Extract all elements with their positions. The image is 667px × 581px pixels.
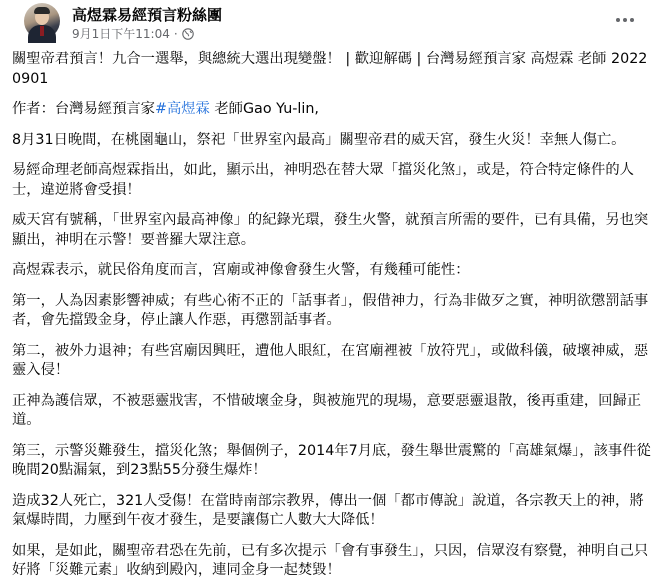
post-timestamp[interactable]: 9月1日下午11:04 (72, 27, 170, 41)
paragraph-8: 第三，示警災難發生，擋災化煞；舉個例子，2014年7月底，發生舉世震驚的「高雄氣爆」，該事件從晚間20點漏氣，到23點55分發生爆炸！ (12, 442, 651, 478)
paragraph-5: 第一，人為因素影響神威；有些心術不正的「話事者」，假借神力，行為非做歹之實，神明欲懲罰話事者，會先擋毀金身，停止讓人作惡，再懲罰話事者。 (12, 292, 649, 328)
post-title-paragraph: 關聖帝君預言！九合一選舉，與總統大選出現變盤！ | 歡迎解碼 | 台灣易經預言家 高煜霖 老師 20220901 (12, 51, 648, 87)
paragraph-6: 第二，被外力退神；有些宮廟因興旺，遭他人眼紅，在宮廟裡被「放符咒」，或做科儀，破壞神威，惡靈入侵！ (12, 342, 649, 378)
avatar[interactable] (24, 3, 60, 39)
separator-dot: · (173, 26, 178, 41)
author-prefix: 作者：台灣易經預言家 (12, 101, 155, 117)
paragraph-7: 正神為護信眾，不被惡靈戕害，不惜破壞金身，與被施咒的現場，意要惡靈退散，後再重建，回歸正道。 (12, 392, 642, 428)
post-meta (72, 25, 194, 42)
author-suffix: 老師Gao Yu-lin, (209, 101, 319, 117)
more-options-button[interactable] (611, 10, 639, 30)
paragraph-2: 易經命理老師高煜霖指出，如此，顯示出，神明恐在替大眾「擋災化煞」，或是，符合特定條件的人士，違逆將會受損！ (12, 162, 634, 198)
post-body (12, 50, 655, 581)
paragraph-4: 高煜霖表示，就民俗角度而言，宮廟或神像會發生火警，有幾種可能性： (12, 262, 470, 278)
hashtag-link[interactable]: #高煜霖 (154, 101, 210, 117)
page-name-link[interactable]: 高煜霖易經預言粉絲團 (72, 6, 223, 24)
globe-icon[interactable] (182, 28, 194, 40)
paragraph-3: 威天宮有號稱，「世界室內最高神像」的紀錄光環，發生火警，就預言所需的要件，已有具備，另也突顯出，神明在示警！要普羅大眾注意。 (12, 212, 649, 248)
more-options-icon (616, 18, 620, 22)
post-header (12, 0, 655, 50)
paragraph-1: 8月31日晚間，在桃園龜山，祭祀「世界室內最高」關聖帝君的威天宮，發生火災！幸無人傷亡。 (12, 131, 626, 148)
paragraph-9: 造成32人死亡，321人受傷！在當時南部宗教界，傳出一個「都市傳說」說道，各宗教天上的神，將氣爆時間，力壓到午夜才發生，是要讓傷亡人數大大降低！ (12, 492, 644, 528)
author-paragraph (12, 100, 655, 120)
paragraph-10: 如果，是如此，關聖帝君恐在先前，已有多次提示「會有事發生」，只因，信眾沒有察覺，神明自己只好將「災難元素」收納到殿內，連同金身一起焚毀！ (12, 542, 649, 578)
